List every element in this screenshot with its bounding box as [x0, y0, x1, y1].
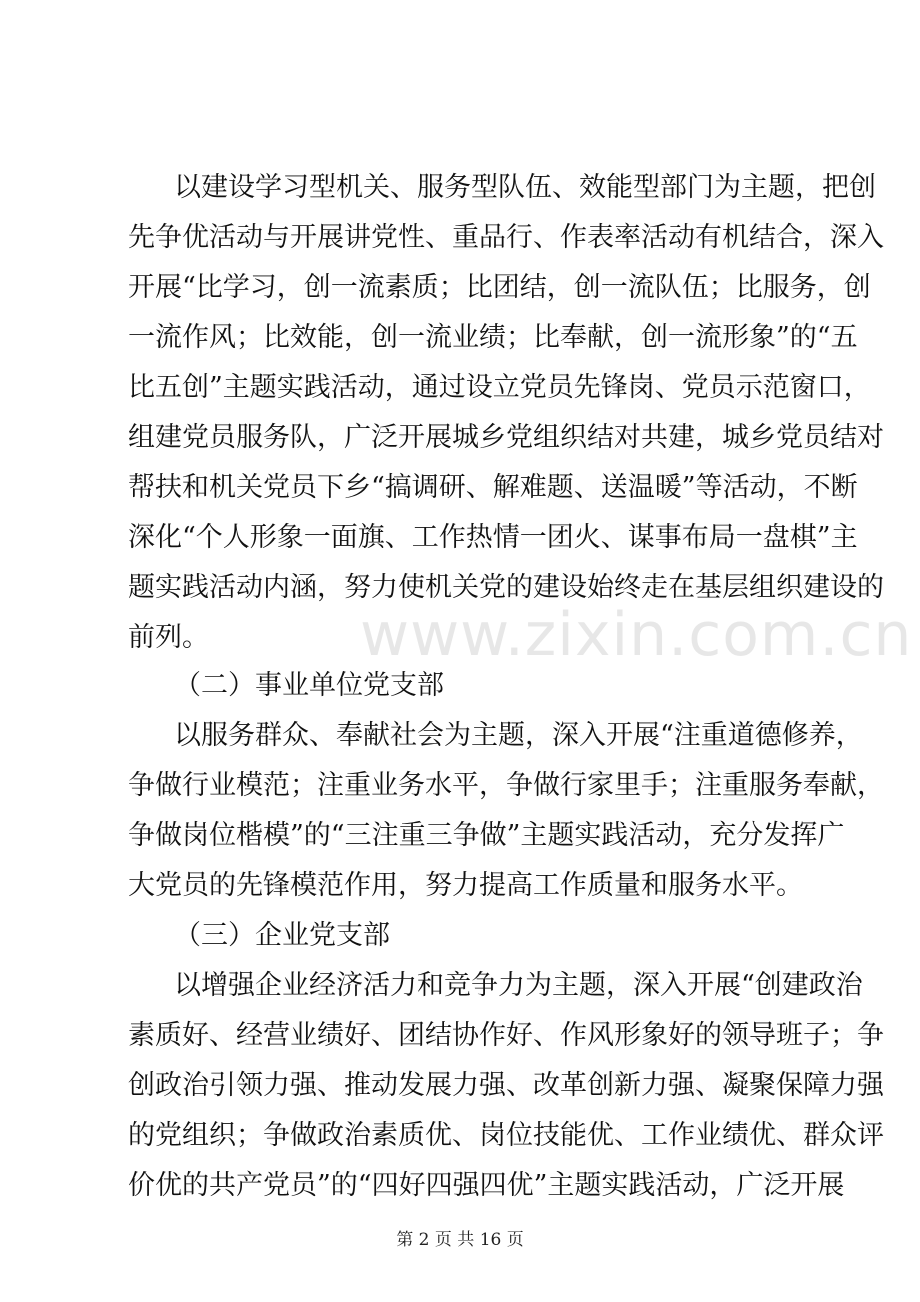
section-heading-enterprise: （三）企业党支部: [174, 920, 390, 951]
paragraph-3-line-1: 以增强企业经济活力和竞争力为主题，深入开展“创建政治: [174, 970, 863, 1001]
paragraph-2-line-4: 大党员的先锋模范作用，努力提高工作质量和服务水平。: [128, 870, 803, 901]
paragraph-1-line-7: 帮扶和机关党员下乡“搞调研、解难题、送温暖”等活动，不断: [128, 472, 858, 503]
paragraph-3-line-5: 价优的共产党员”的“四好四强四优”主题实践活动，广泛开展: [128, 1170, 845, 1201]
paragraph-1-line-10: 前列。: [128, 622, 209, 653]
paragraph-1-line-5: 比五创”主题实践活动，通过设立党员先锋岗、党员示范窗口，: [128, 372, 871, 403]
paragraph-1-line-1: 以建设学习型机关、服务型队伍、效能型部门为主题，把创: [174, 172, 876, 203]
paragraph-1-line-8: 深化“个人形象一面旗、工作热情一团火、谋事布局一盘棋”主: [128, 522, 858, 553]
paragraph-1-line-3: 开展“比学习，创一流素质；比团结，创一流队伍；比服务，创: [128, 272, 871, 303]
paragraph-1-line-6: 组建党员服务队，广泛开展城乡党组织结对共建，城乡党员结对: [128, 422, 884, 453]
paragraph-2-line-2: 争做行业模范；注重业务水平，争做行家里手；注重服务奉献，: [128, 770, 884, 801]
paragraph-3-line-3: 创政治引领力强、推动发展力强、改革创新力强、凝聚保障力强: [128, 1070, 884, 1101]
paragraph-3-line-2: 素质好、经营业绩好、团结协作好、作风形象好的领导班子；争: [128, 1020, 884, 1051]
paragraph-1-line-4: 一流作风；比效能，创一流业绩；比奉献，创一流形象”的“五: [128, 322, 858, 353]
paragraph-2-line-1: 以服务群众、奉献社会为主题，深入开展“注重道德修养，: [174, 720, 863, 751]
page-number-footer: 第 2 页 共 16 页: [396, 1230, 524, 1250]
site-watermark: www.zixin.com.cn: [360, 600, 913, 670]
section-heading-institution: （二）事业单位党支部: [174, 670, 444, 701]
paragraph-1-line-9: 题实践活动内涵，努力使机关党的建设始终走在基层组织建设的: [128, 572, 884, 603]
paragraph-1-line-2: 先争优活动与开展讲党性、重品行、作表率活动有机结合，深入: [128, 222, 884, 253]
paragraph-2-line-3: 争做岗位楷模”的“三注重三争做”主题实践活动，充分发挥广: [128, 820, 845, 851]
paragraph-3-line-4: 的党组织；争做政治素质优、岗位技能优、工作业绩优、群众评: [128, 1120, 884, 1151]
